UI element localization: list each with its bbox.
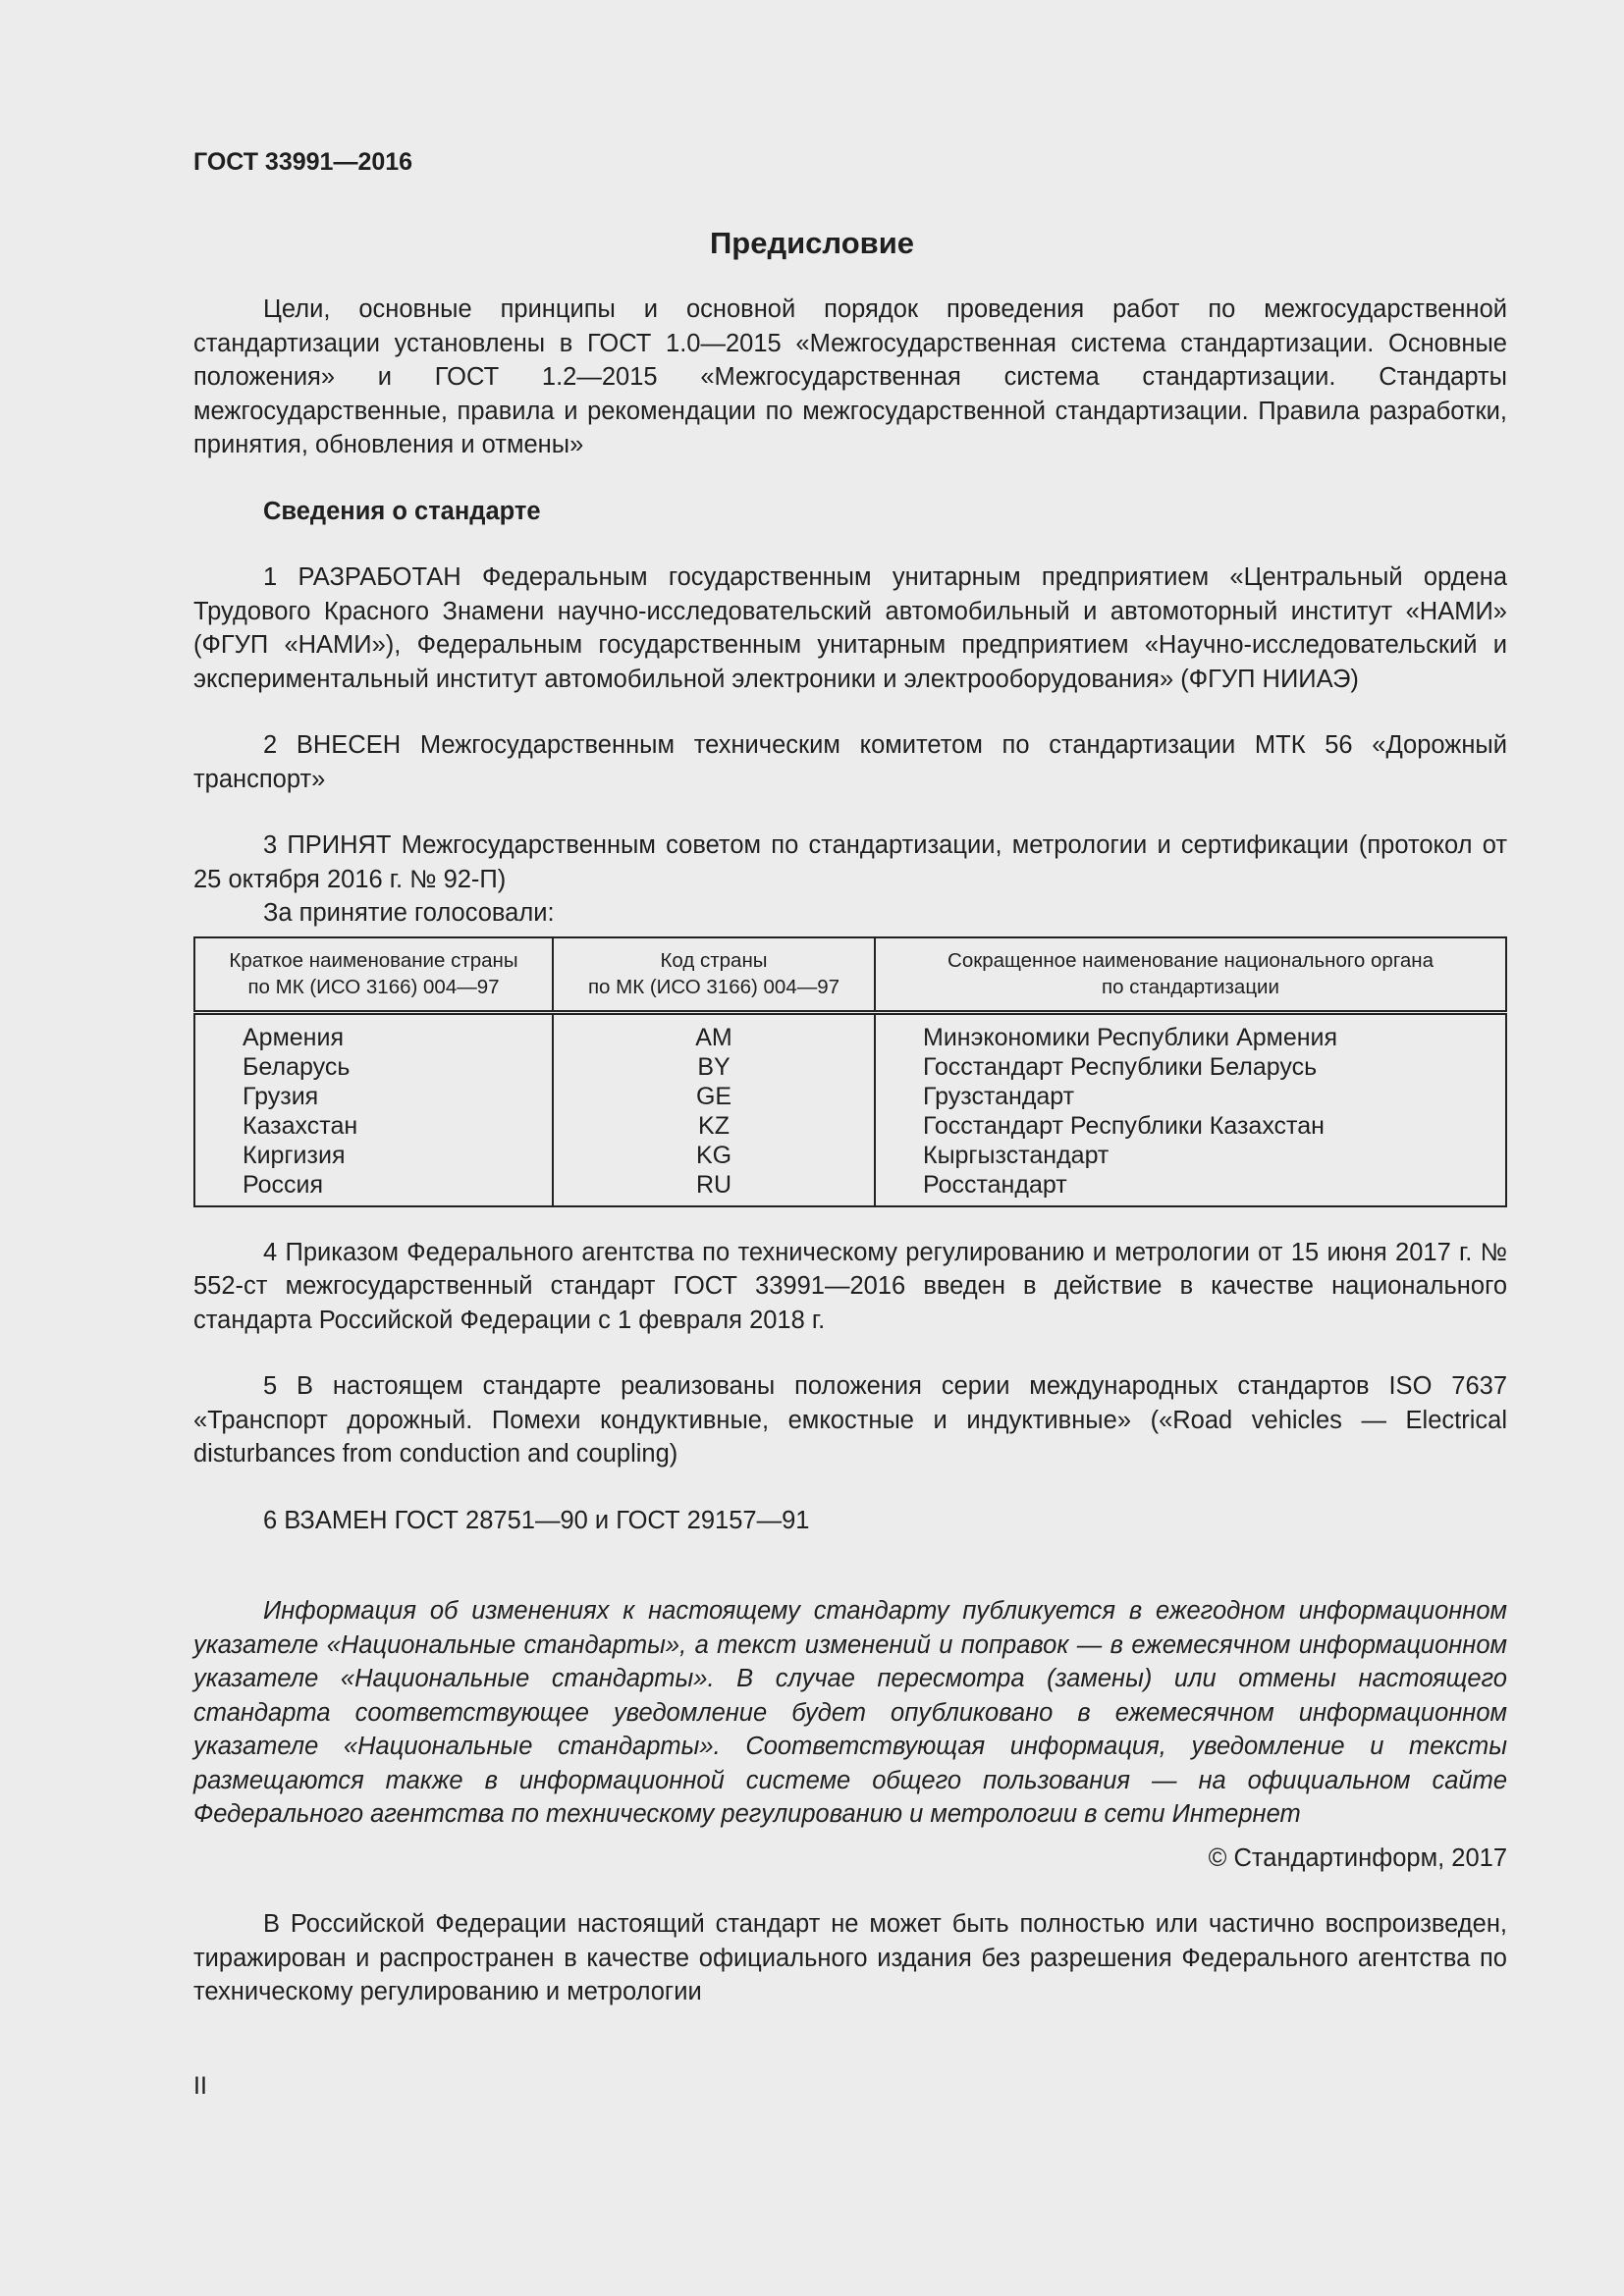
item-developed: 1 РАЗРАБОТАН Федеральным государственным унитарным предприятием «Центральный ордена Трудового Красного Знамени научно-исследовательский автомобильный и автомоторный институт «НАМИ» (ФГУП «НАМИ»), Федеральным государственным унитарным предприятием «Научно-исследовательский и экспериментальный институт автомобильной электроники и электрооборудования» (ФГУП НИИАЭ)	[193, 563, 1507, 693]
table-row	[194, 1141, 1506, 1170]
item-adopted: 3 ПРИНЯТ Межгосударственным советом по стандартизации, метрологии и сертификации (протокол от 25 октября 2016 г. № 92-П)	[193, 831, 1507, 893]
voting-table	[193, 936, 1507, 1207]
changes-notice: Информация об изменениях к настоящему стандарту публикуется в ежегодном информационном указателе «Национальные стандарты», а текст изменений и поправок — в ежемесячном информационном указателе «Национальные стандарты». В случае пересмотра (замены) или отмены настоящего стандарта соответствующее уведомление будет опубликовано в ежемесячном информационном указателе «Национальные стандарты». Соответствующая информация, уведомление и тексты размещаются также в информационной системе общего пользования — на официальном сайте Федерального агентства по техническому регулированию и метрологии в сети Интернет	[193, 1597, 1507, 1828]
country-cell: Армения	[243, 1023, 344, 1051]
table-header-row	[194, 937, 1506, 1013]
table-row	[194, 1012, 1506, 1052]
voted-label: За принятие голосовали:	[263, 899, 555, 927]
body-cell: Кыргызстандарт	[875, 1141, 1506, 1170]
column-header-country: Краткое наименование страны по МК (ИСО 3166) 004—97	[194, 937, 553, 1013]
code-cell: RU	[553, 1170, 875, 1206]
country-cell: Киргизия	[243, 1141, 346, 1169]
country-cell: Грузия	[243, 1082, 319, 1110]
item-introduced: 2 ВНЕСЕН Межгосударственным техническим комитетом по стандартизации МТК 56 «Дорожный транспорт»	[193, 731, 1507, 793]
page-title: Предисловие	[709, 226, 914, 260]
body-cell: Грузстандарт	[875, 1082, 1506, 1111]
page-number: II	[193, 2072, 207, 2100]
rights-notice: В Российской Федерации настоящий стандарт не может быть полностью или частично воспроизведен, тиражирован и распространен в качестве официального издания без разрешения Федерального агентства по техническому регулированию и метрологии	[193, 1910, 1507, 2005]
section-heading: Сведения о стандарте	[263, 497, 541, 525]
code-cell: BY	[553, 1052, 875, 1082]
item-replaces: 6 ВЗАМЕН ГОСТ 28751—90 и ГОСТ 29157—91	[263, 1506, 810, 1534]
item-iso: 5 В настоящем стандарте реализованы положения серии международных стандартов ISO 7637 «Транспорт дорожный. Помехи кондуктивные, емкостные и индуктивные» («Road vehicles — Electrical disturbances from conduction and coupling)	[193, 1372, 1507, 1468]
item-enacted: 4 Приказом Федерального агентства по техническому регулированию и метрологии от 15 июня 2017 г. № 552-ст межгосударственный стандарт ГОСТ 33991—2016 введен в действие в качестве национального стандарта Российской Федерации с 1 февраля 2018 г.	[193, 1238, 1507, 1334]
table-row	[194, 1082, 1506, 1111]
body-cell: Госстандарт Республики Беларусь	[875, 1052, 1506, 1082]
table-row	[194, 1170, 1506, 1206]
copyright: © Стандартинформ, 2017	[1208, 1843, 1507, 1872]
standard-code: ГОСТ 33991—2016	[193, 148, 413, 176]
column-header-body: Сокращенное наименование национального органа по стандартизации	[875, 937, 1506, 1013]
code-cell: KG	[553, 1141, 875, 1170]
intro-paragraph: Цели, основные принципы и основной порядок проведения работ по межгосударственной стандартизации установлены в ГОСТ 1.0—2015 «Межгосударственная система стандартизации. Основные положения» и ГОСТ 1.2—2015 «Межгосударственная система стандартизации. Стандарты межгосударственные, правила и рекомендации по межгосударственной стандартизации. Правила разработки, принятия, обновления и отмены»	[193, 295, 1507, 458]
body-cell: Госстандарт Республики Казахстан	[875, 1111, 1506, 1141]
country-cell: Казахстан	[243, 1111, 358, 1140]
code-cell: KZ	[553, 1111, 875, 1141]
body-cell: Минэкономики Республики Армения	[875, 1012, 1506, 1052]
table-row	[194, 1052, 1506, 1082]
country-cell: Россия	[243, 1170, 323, 1199]
code-cell: GE	[553, 1082, 875, 1111]
document-body	[193, 293, 1507, 2009]
table-row	[194, 1111, 1506, 1141]
code-cell: AM	[553, 1012, 875, 1052]
column-header-code: Код страны по МК (ИСО 3166) 004—97	[553, 937, 875, 1013]
body-cell: Росстандарт	[875, 1170, 1506, 1206]
country-cell: Беларусь	[243, 1052, 351, 1081]
